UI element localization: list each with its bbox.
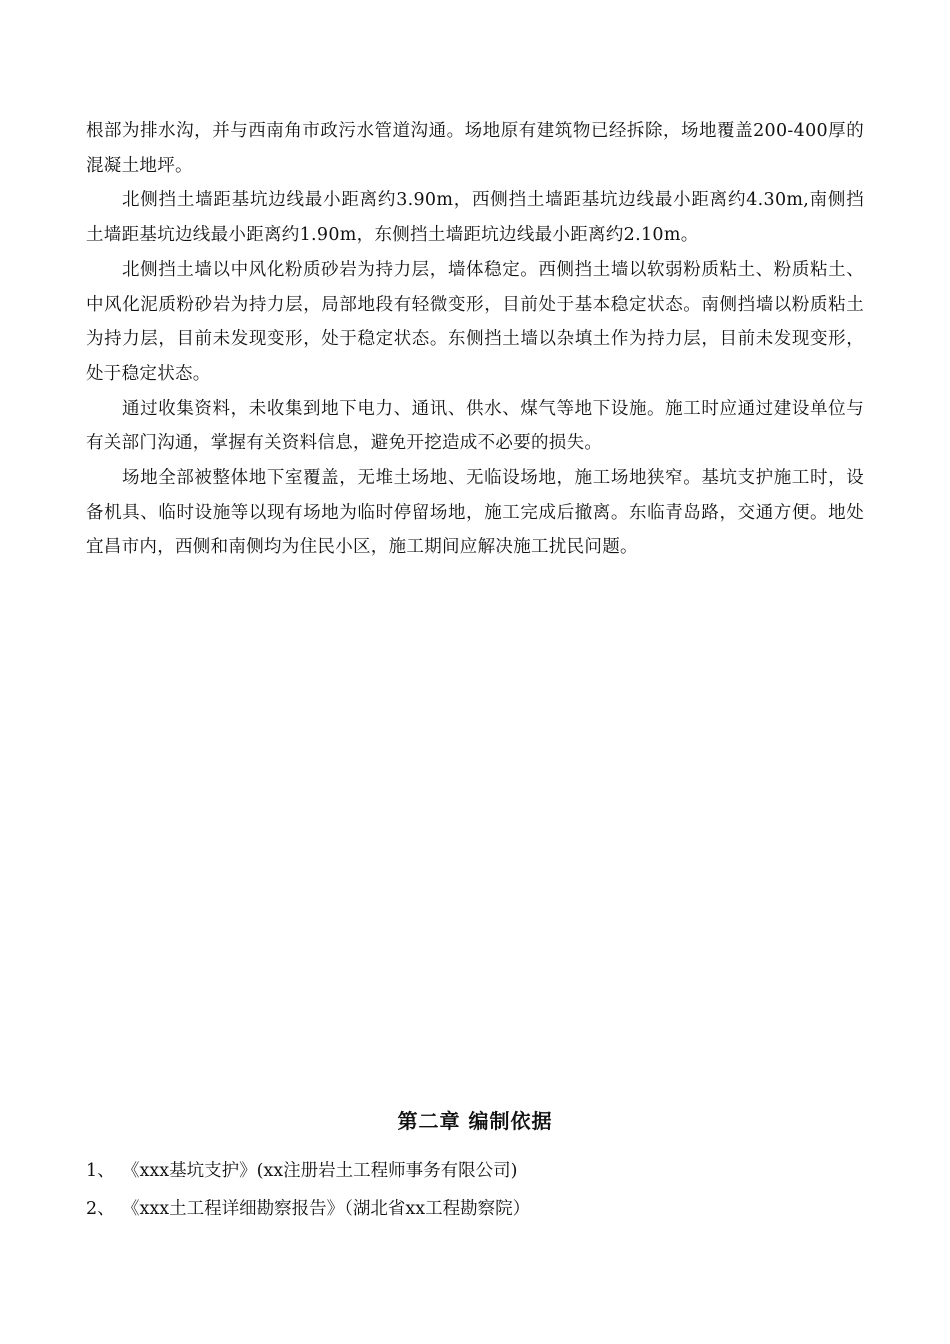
reference-number: 2、 (86, 1199, 115, 1219)
paragraph: 场地全部被整体地下室覆盖，无堆土场地、无临设场地，施工场地狭窄。基坑支护施工时，设备机具、临时设施等以现有场地为临时停留场地，施工完成后撤离。东临青岛路，交通方便。地处宜昌市内，西侧和南侧均为住民小区，施工期间应解决施工扰民问题。 (86, 468, 864, 558)
reference-text: 《xxx基坑支护》(xx注册岩土工程师事务有限公司) (122, 1161, 518, 1181)
reference-item (86, 1152, 864, 1190)
chapter-title: 第二章 编制依据 (397, 1109, 553, 1133)
paragraph: 根部为排水沟，并与西南角市政污水管道沟通。场地原有建筑物已经拆除，场地覆盖200-400厚的混凝土地坪。 (86, 121, 864, 176)
body-text (86, 114, 864, 565)
reference-text: 《xxx土工程详细勘察报告》（湖北省xx工程勘察院） (122, 1199, 531, 1219)
paragraph: 北侧挡土墙距基坑边线最小距离约3.90m，西侧挡土墙距基坑边线最小距离约4.30m,南侧挡土墙距基坑边线最小距离约1.90m，东侧挡土墙距坑边线最小距离约2.10m。 (86, 190, 864, 246)
paragraph: 通过收集资料，未收集到地下电力、通讯、供水、煤气等地下设施。施工时应通过建设单位与有关部门沟通，掌握有关资料信息，避免开挖造成不必要的损失。 (86, 398, 864, 454)
paragraph: 北侧挡土墙以中风化粉质砂岩为持力层，墙体稳定。西侧挡土墙以软弱粉质粘土、粉质粘土、中风化泥质粉砂岩为持力层，局部地段有轻微变形，目前处于基本稳定状态。南侧挡墙以粉质粘土为持力层，目前未发现变形，处于稳定状态。东侧挡土墙以杂填土作为持力层，目前未发现变形，处于稳定状态。 (86, 259, 864, 384)
reference-number: 1、 (86, 1161, 115, 1181)
reference-list (86, 1152, 864, 1228)
reference-item (86, 1190, 864, 1228)
